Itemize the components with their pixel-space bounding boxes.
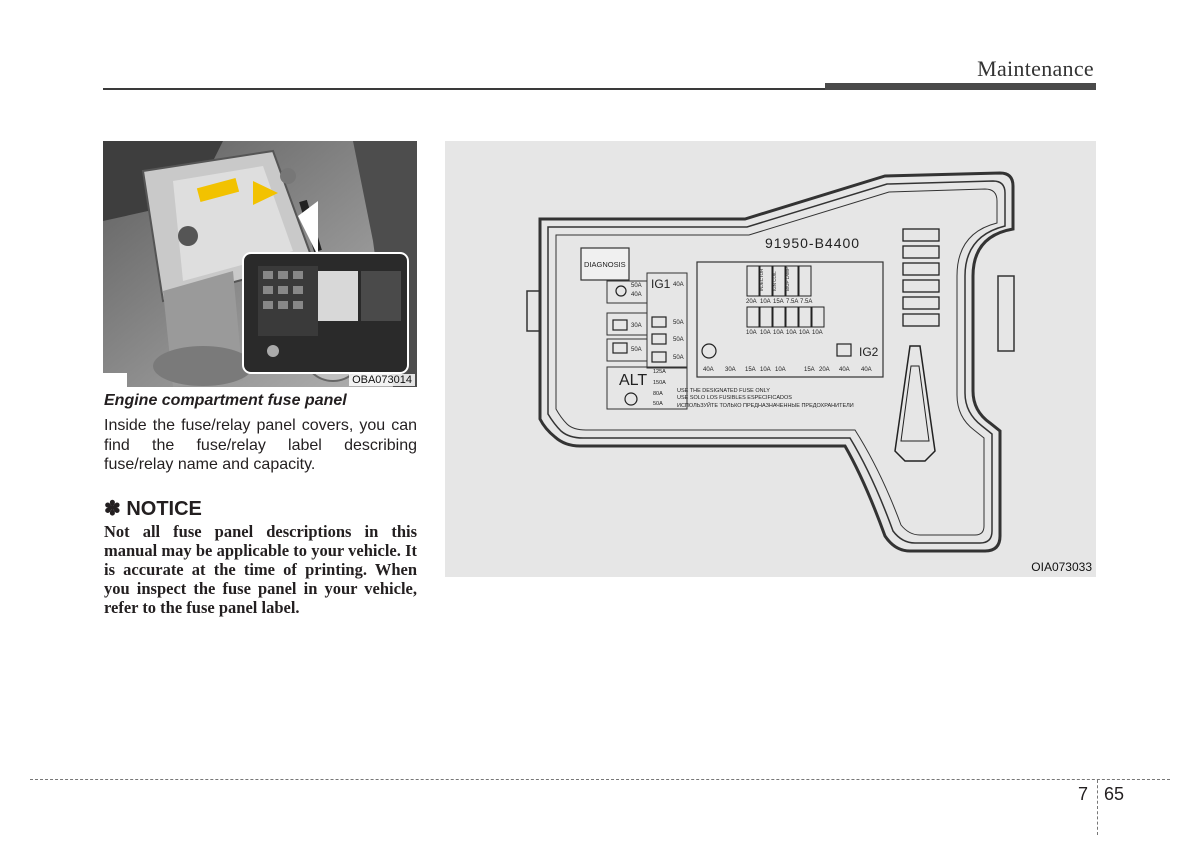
fuse-rating: 7.5A bbox=[786, 299, 799, 305]
fuse-panel-diagram bbox=[445, 141, 1096, 577]
fuse-puller bbox=[895, 346, 935, 461]
body-paragraph: Inside the fuse/relay panel covers, you can find the fuse/relay label describing fuse/relay name and capacity. bbox=[104, 417, 417, 473]
fuse-rating: 15A bbox=[804, 367, 815, 373]
fuse-rating: 50A bbox=[653, 401, 663, 407]
header-rule bbox=[103, 88, 825, 90]
fuse-rating: 20A bbox=[819, 367, 830, 373]
engine-compartment-photo bbox=[103, 141, 417, 387]
fuse-rating: 10A bbox=[773, 330, 784, 336]
footer-rule bbox=[30, 779, 1170, 780]
fuse-rating: 10A bbox=[760, 367, 771, 373]
fuse-rating: 10A bbox=[760, 299, 771, 305]
warning-line: USE THE DESIGNATED FUSE ONLY bbox=[677, 388, 770, 394]
fuse-rating: 15A bbox=[773, 299, 784, 305]
fuse-rating: 20A bbox=[746, 299, 757, 305]
figure-caption: Engine compartment fuse panel bbox=[104, 392, 347, 409]
fuse-rating: 30A bbox=[725, 367, 736, 373]
fuse-rating: 40A bbox=[703, 367, 714, 373]
fuse-name: B/UP LAMP bbox=[785, 267, 790, 291]
diagnosis-label: DIAGNOSIS bbox=[584, 260, 626, 269]
notice-text: Not all fuse panel descriptions in this manual may be applicable to your vehicle. It is accurate at the time of printing. When you inspect the fuse panel in your vehicle, refer to the fuse panel label. bbox=[104, 522, 417, 617]
battery-icon bbox=[613, 343, 627, 353]
fuse-rating: 40A bbox=[673, 282, 684, 288]
fuse-rating: 10A bbox=[786, 330, 797, 336]
defroster-icon bbox=[837, 344, 851, 356]
fuse-name: INJECTOR bbox=[759, 268, 764, 291]
fan-icon bbox=[702, 344, 716, 358]
fuse-rating: 10A bbox=[775, 367, 786, 373]
fuse-icon bbox=[613, 320, 627, 330]
warning-line: USE SOLO LOS FUSIBLES ESPECIFICADOS bbox=[677, 395, 792, 401]
fuse-rating: 50A bbox=[673, 337, 684, 343]
alt-label: ALT bbox=[619, 372, 648, 389]
fuse-rating: 10A bbox=[799, 330, 810, 336]
fuse-rating: 125A bbox=[653, 369, 666, 375]
page-number: 65 bbox=[1104, 784, 1125, 804]
notice-title: ✽ NOTICE bbox=[104, 498, 202, 520]
fuse-rating: 15A bbox=[745, 367, 756, 373]
ig2-label: IG2 bbox=[859, 345, 879, 359]
fuse-rating: 50A bbox=[631, 347, 642, 353]
fuse-rating: 7.5A bbox=[800, 299, 813, 305]
footer-divider bbox=[1097, 780, 1098, 835]
fuse-rating: 10A bbox=[746, 330, 757, 336]
fuse-rating: 50A bbox=[673, 320, 684, 326]
fuse-rating: 80A bbox=[653, 391, 663, 397]
fuse-rating: 40A bbox=[839, 367, 850, 373]
fuse-panel-drawing bbox=[445, 141, 1096, 577]
diagram-code: OIA073033 bbox=[1031, 560, 1092, 574]
fuse-rating: 40A bbox=[631, 292, 642, 298]
fuse-rating: 10A bbox=[812, 330, 823, 336]
fuse-rating: 150A bbox=[653, 380, 666, 386]
battery-icon bbox=[652, 352, 666, 362]
fuse-rating: 10A bbox=[760, 330, 771, 336]
battery-icon bbox=[652, 334, 666, 344]
section-title: Maintenance bbox=[977, 56, 1094, 81]
part-number: 91950-B4400 bbox=[765, 235, 861, 251]
engine-photo-illustration bbox=[103, 141, 417, 387]
warning-line: ИСПОЛЬЗУЙТЕ ТОЛЬКО ПРЕДНАЗНАЧЕННЫЕ ПРЕДОХРАНИТЕЛИ bbox=[677, 403, 854, 409]
fuse-rating: 40A bbox=[861, 367, 872, 373]
ig1-label: IG1 bbox=[651, 277, 671, 291]
fuse-label-box bbox=[697, 262, 883, 377]
battery-icon bbox=[652, 317, 666, 327]
relay-stack bbox=[903, 229, 939, 326]
fuse-rating: 50A bbox=[631, 283, 642, 289]
fuse-name: IGN COIL bbox=[772, 271, 777, 291]
fuse-rating: 50A bbox=[673, 355, 684, 361]
header-rule-accent bbox=[825, 83, 1096, 90]
photo-code: OBA073014 bbox=[349, 374, 415, 386]
fuse-icon bbox=[616, 286, 626, 296]
fuse-rating: 30A bbox=[631, 323, 642, 329]
chapter-number: 7 bbox=[1078, 784, 1089, 804]
steering-icon bbox=[625, 393, 637, 405]
